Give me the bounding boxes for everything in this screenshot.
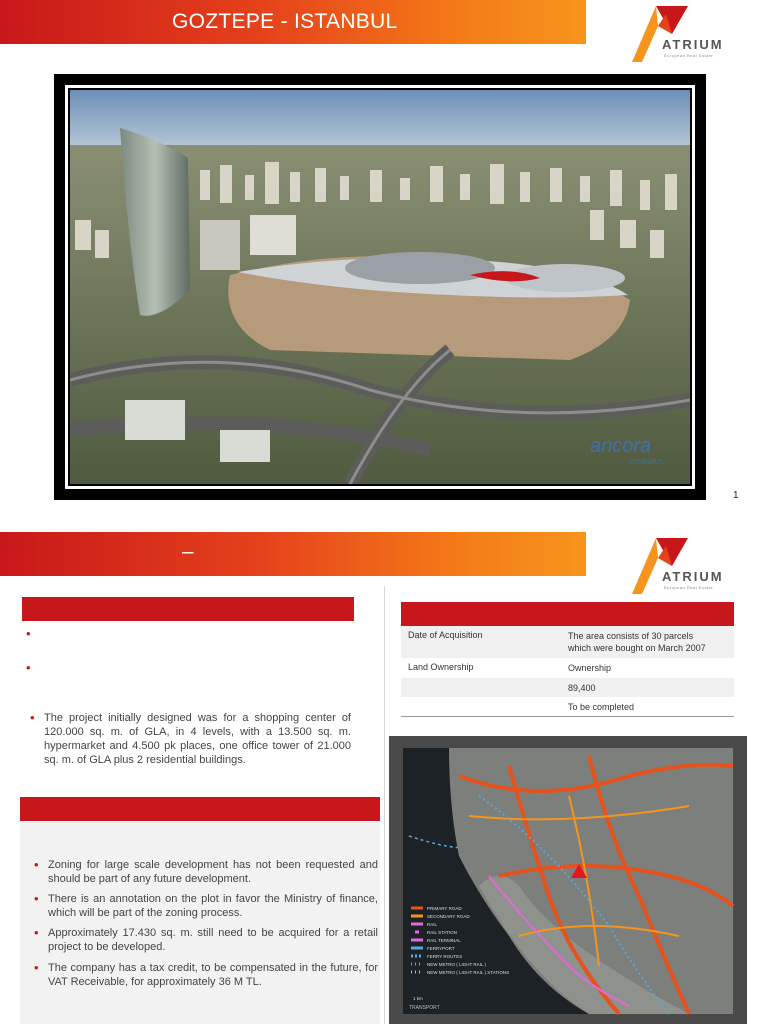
table-cell-key: Date of Acquisition [408, 630, 483, 640]
map-legend-item: RAIL [427, 922, 438, 927]
slide1-title-banner [0, 0, 586, 44]
table-row [401, 678, 734, 697]
table-cell-key: Land Ownership [408, 662, 474, 672]
issues-section-header [20, 797, 380, 821]
map-legend-item: FERRYPORT [427, 946, 455, 951]
rendering-watermark: ancora [590, 435, 652, 457]
table-cell-value-line: The area consists of 30 parcels [568, 631, 694, 641]
atrium-logo-tagline: European Real Estate [664, 585, 714, 590]
project-rendering-image [70, 90, 690, 484]
project-rendering-frame [54, 74, 706, 500]
map-caption: TRANSPORT [409, 1005, 440, 1011]
issue-bullet: • Zoning for large scale development has not been requested and should be part of any future development. [48, 858, 378, 886]
issue-bullet: • The company has a tax credit, to be compensated in the future, for VAT Receivable, for approximately 36 M TL. [48, 961, 378, 989]
table-row [401, 697, 734, 716]
bullet-marker: • [26, 660, 31, 675]
map-legend-item: FERRY ROUTES [427, 954, 463, 959]
atrium-logo-text: ATRIUM [662, 569, 724, 584]
rendering-watermark-sub: ISTANBUL [630, 459, 664, 466]
atrium-logo [628, 536, 738, 596]
atrium-logo-text: ATRIUM [662, 37, 724, 52]
slide2-title-banner [0, 532, 586, 576]
map-legend-item: RAIL TERMINAL [427, 938, 461, 943]
table-bottom-rule [401, 716, 734, 717]
map-legend-item: NEW METRO ( LIGHT RAIL ) STATIONS [427, 970, 510, 975]
map-legend-item: RAIL STATION [427, 930, 457, 935]
map-scale: 1 km [413, 996, 423, 1001]
transport-map [389, 736, 747, 1024]
table-row [401, 626, 734, 658]
table-cell-value: 89,400 [568, 683, 596, 693]
issue-bullet: • Approximately 17.430 sq. m. still need to be acquired for a retail project to be developed. [48, 926, 378, 954]
slide1-title: GOZTEPE - ISTANBUL [172, 10, 398, 33]
table-cell-value: To be completed [568, 702, 635, 712]
table-cell-value [568, 630, 706, 654]
table-cell-value: Ownership [568, 663, 612, 673]
slide2-title: – [182, 540, 194, 563]
map-legend-item: NEW METRO ( LIGHT RAIL ) [427, 962, 487, 967]
project-rendering [65, 85, 695, 489]
issue-bullet: • There is an annotation on the plot in favor the Ministry of finance, which will be part of the zoning process. [48, 892, 378, 920]
table-row [401, 658, 734, 678]
bullet-marker: • [26, 626, 31, 641]
transport-map-image [389, 736, 747, 1024]
page-number: 1 [733, 490, 739, 501]
atrium-logo [628, 4, 738, 64]
project-description-bullet: • The project initially designed was for a shopping center of 120.000 sq. m. of GLA, in 4 levels, with a 13.500 sq. m. hypermarket and 4.500 pk places, one office tower of 21.000 sq. m. of GLA plus 2 residential buildings. [44, 711, 351, 767]
info-table-header [401, 602, 734, 626]
atrium-logo-tagline: European Real Estate [664, 53, 714, 58]
table-cell-value-line: which were bought on March 2007 [568, 643, 706, 653]
column-divider [384, 586, 385, 1024]
project-section-header [22, 597, 354, 621]
map-legend-item: PRIMARY ROAD [427, 906, 462, 911]
map-legend-item: SECONDARY ROAD [427, 914, 470, 919]
